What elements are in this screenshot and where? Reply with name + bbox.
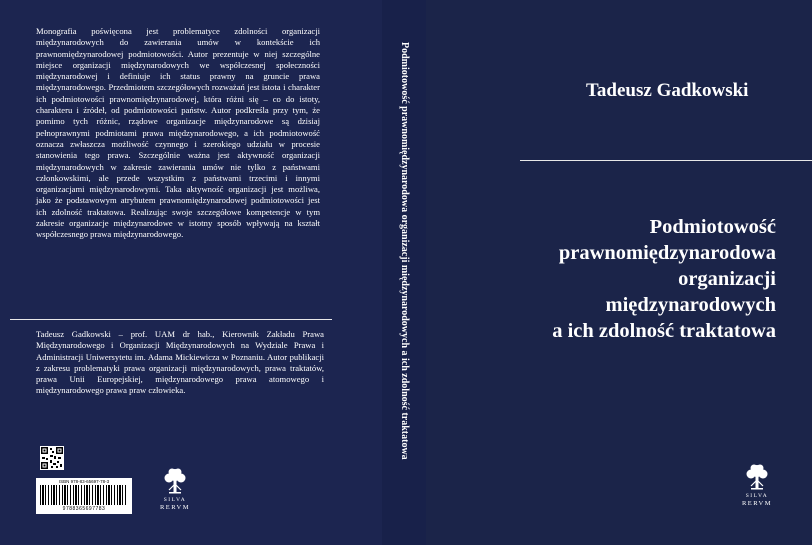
publisher-name-line1: SILVA xyxy=(163,497,187,503)
title-line-1: Podmiotowość xyxy=(649,216,776,238)
publisher-name-line2: RERVM xyxy=(741,500,773,507)
tree-icon xyxy=(742,462,772,492)
front-author: Tadeusz Gadkowski xyxy=(586,80,749,101)
book-title xyxy=(506,214,776,344)
title-line-4: międzynarodowych xyxy=(605,294,776,316)
isbn-label: ISBN 978-83-65697-78-3 xyxy=(58,479,110,484)
publisher-logo-back xyxy=(159,466,191,511)
publisher-name-line2: RERVM xyxy=(159,504,191,511)
spine-title xyxy=(398,42,410,502)
title-line-2: prawnomiędzynarodowa xyxy=(558,242,776,264)
barcode-bars xyxy=(40,485,128,505)
back-cover-blurb: Monografia poświęcona jest problematyce zdolności organizacji międzynarodowych do zawierania umów w kontekście ich prawnomiędzynarodowej podmiotowości. Autor prezentuje w niej szczególne miejsce organizacji międzynarodowych we współczesnej społeczności międzynarodowej i definiuje ich status prawny na gruncie prawa międzynarodowego. Przedmiotem szczegółowych rozważań jest istota i charakter ich podmiotowości prawnomiędzynarodowej, która różni się – co do istoty, charakteru i źródeł, od podmiotowości państw. Autor podkreśla przy tym, że pomimo tych różnic, rządowe organizacje międzynarodowe są dzisiaj pełnoprawnymi podmiotami prawa międzynarodowego, a ich podmiotowość oznacza zwłaszcza możliwość czynnego i szerokiego udziału w procesie stanowienia tego prawa. Szczególnie ważna jest aktywność organizacji międzynarodowych w zakresie zawierania umów nie tylko z państwami członkowskimi, ale przede wszystkim z państwami trzecimi i innymi organizacjami międzynarodowymi. Taka aktywność organizacji jest możliwa, jako że podstawowym atrybutem prawnomiędzynarodowej podmiotowości jest ich zdolność traktatowa. Realizując swoje szczegółowe kompetencje w tym zakresie organizacje międzynarodowe w istotny sposób wpływają na kształt współczesnego prawa międzynarodowego. xyxy=(36,26,320,240)
barcode-digits: 9788365697783 xyxy=(62,506,106,512)
front-cover-divider xyxy=(520,160,812,161)
author-bio: Tadeusz Gadkowski – prof. UAM dr hab., Kierownik Zakładu Prawa Międzynarodowego i Organizacji Międzynarodowych na Wydziale Prawa i Administracji Uniwersytetu im. Adama Mickiewicza w Poznaniu. Autor publikacji z zakresu problematyki prawa organizacji międzynarodowych, prawa traktatów, prawa Unii Europejskiej, międzynarodowego prawa atomowego i międzynarodowego prawa praw człowieka. xyxy=(36,329,324,396)
tree-icon xyxy=(160,466,190,496)
title-line-5: a ich zdolność traktatowa xyxy=(552,320,776,342)
isbn-barcode xyxy=(36,478,132,514)
qr-code-icon xyxy=(40,446,64,470)
back-cover-divider xyxy=(10,319,332,320)
title-line-3: organizacji xyxy=(678,268,776,290)
spine-title-text: Podmiotowość prawnomiędzynarodowa organizacji międzynarodowych a ich zdolność traktatowa xyxy=(399,42,410,460)
publisher-logo-front xyxy=(741,462,773,507)
publisher-name-line1: SILVA xyxy=(745,493,769,499)
